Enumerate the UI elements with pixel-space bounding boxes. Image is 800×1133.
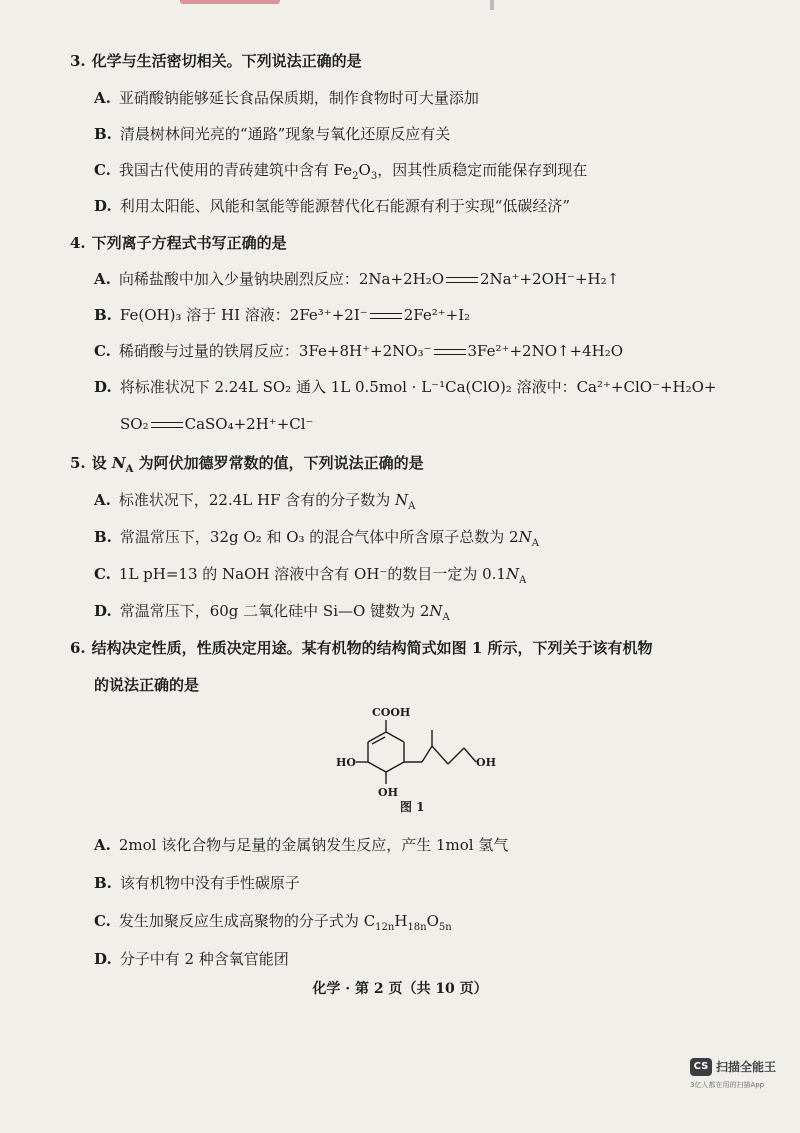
question-4-option-d-continuation: SO₂ CaSO₄+2H⁺+Cl⁻ <box>120 415 314 433</box>
question-6-option-b: B. 该有机物中没有手性碳原子 <box>94 874 300 892</box>
ring-bond <box>368 732 386 742</box>
question-4-option-b: B. Fe(OH)₃ 溶于 HI 溶液：2Fe³⁺+2I⁻ 2Fe²⁺+I₂ <box>94 306 471 324</box>
equals-sign <box>446 277 478 283</box>
ring-bond <box>386 762 404 772</box>
equals-sign <box>434 349 466 355</box>
question-6-option-c: C. 发生加聚反应生成高聚物的分子式为 $C_{12n}H_{18n}O_{5n}$ <box>94 912 452 933</box>
question-6-option-a: A. 2mol 该化合物与足量的金属钠发生反应，产生 1mol 氢气 <box>94 836 509 854</box>
question-3-option-b: B. 清晨树林间光亮的“通路”现象与氧化还原反应有关 <box>94 125 451 143</box>
chain-bond <box>422 746 432 762</box>
watermark-tagline: 3亿人都在用的扫描App <box>690 1081 765 1089</box>
question-6-stem-continuation: 的说法正确的是 <box>94 676 200 694</box>
oh-right-label: OH <box>476 756 496 769</box>
question-4-option-a: A. 向稀盐酸中加入少量钠块剧烈反应：2Na+2H₂O 2Na⁺+2OH⁻+H₂↑ <box>94 270 620 288</box>
question-5-stem: 5. 设 $N_A$ 为阿伏加德罗常数的值，下列说法正确的是 <box>70 454 424 475</box>
question-5-option-d: D. 常温常压下，60g 二氧化硅中 Si—O 键数为 $2N_A$ <box>94 602 450 623</box>
question-5-option-c: C. 1L pH=13 的 NaOH 溶液中含有 OH⁻的数目一定为 $0.1N_A$ <box>94 565 527 586</box>
equals-sign <box>151 422 183 428</box>
question-3-option-d: D. 利用太阳能、风能和氢能等能源替代化石能源有利于实现“低碳经济” <box>94 197 571 215</box>
scanner-watermark <box>690 1058 790 1098</box>
ring-bond <box>386 732 404 742</box>
cooh-label: COOH <box>372 706 411 719</box>
question-5-option-b: B. 常温常压下，32g O₂ 和 O₃ 的混合气体中所含原子总数为 $2N_A$ <box>94 528 539 549</box>
question-3-option-c: C. 我国古代使用的青砖建筑中含有 $Fe_2O_3$，因其性质稳定而能保存到现在 <box>94 161 588 182</box>
oh-bottom-label: OH <box>378 786 398 799</box>
chain-bond <box>448 748 464 764</box>
figure-caption: 图 1 <box>400 800 425 814</box>
question-4-option-c: C. 稀硝酸与过量的铁屑反应：3Fe+8H⁺+2NO₃⁻ 3Fe²⁺+2NO↑+4H₂O <box>94 342 624 360</box>
paper-edge-mark <box>180 0 280 4</box>
paper-edge-mark <box>490 0 494 10</box>
equals-sign <box>370 313 402 319</box>
chain-bond <box>432 746 448 764</box>
question-6-stem: 6. 结构决定性质，性质决定用途。某有机物的结构简式如图 1 所示，下列关于该有机物 <box>70 639 653 657</box>
question-5-option-a: A. 标准状况下，22.4L HF 含有的分子数为 $N_A$ <box>94 491 416 512</box>
chain-bond <box>464 748 476 762</box>
question-3-option-a: A. 亚硝酸钠能够延长食品保质期，制作食物时可大量添加 <box>94 89 479 107</box>
camscanner-logo-icon: CS <box>690 1058 712 1076</box>
question-4-stem: 4. 下列离子方程式书写正确的是 <box>70 234 287 252</box>
page-footer: 化学 · 第 2 页（共 10 页） <box>312 981 488 997</box>
watermark-name: 扫描全能王 <box>716 1060 777 1074</box>
ho-left-label: HO <box>336 756 356 769</box>
question-3-stem: 3. 化学与生活密切相关。下列说法正确的是 <box>70 52 362 70</box>
question-4-option-d: D. 将标准状况下 2.24L SO₂ 通入 1L 0.5mol · L⁻¹Ca(ClO)₂ 溶液中：Ca²⁺+ClO⁻+H₂O+ <box>94 378 717 396</box>
question-6-option-d: D. 分子中有 2 种含氧官能团 <box>94 950 289 968</box>
ring-bond <box>368 762 386 772</box>
